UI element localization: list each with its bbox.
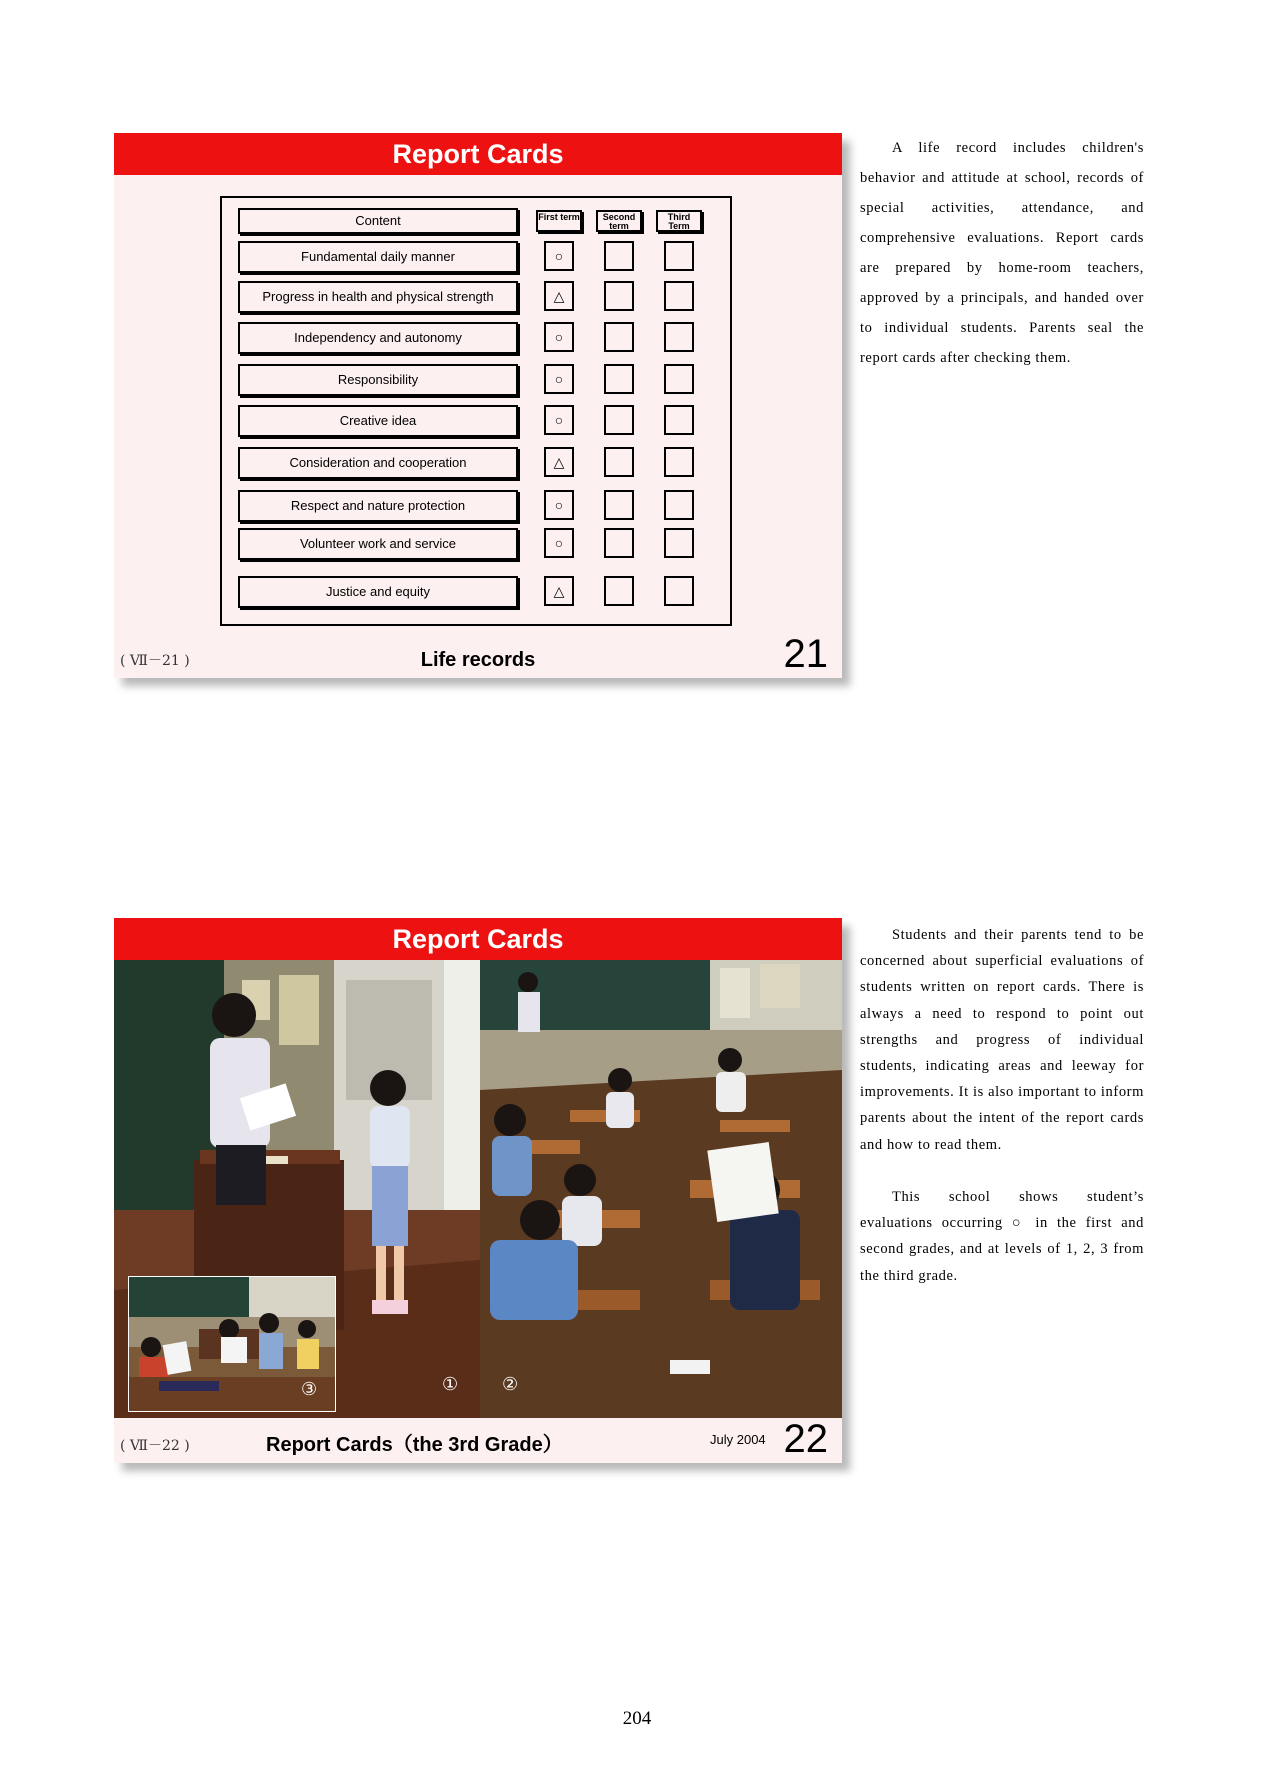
row-label: Respect and nature protection (238, 490, 518, 522)
slide-date: July 2004 (710, 1432, 766, 1447)
mark-box-second-term (604, 528, 634, 558)
mark-box-third-term (664, 528, 694, 558)
mark-box-second-term (604, 241, 634, 271)
side-text-report-cards: Students and their parents tend to be concerned about superficial evaluations of students written on report cards. There is always a need to respond to point out strengths and progress of individual students, indicating areas and leeway for improvements. It is also important to inform parents about the intent of the report cards and how to read them. (860, 927, 1144, 1153)
mark-box-first-term: ○ (544, 405, 574, 435)
side-text-life-record: A life record includes children's behavior and attitude at school, records of special activities, attendance, and comprehensive evaluations. Report cards are prepared by home-room teachers, approved by a principals, and handed over to individual students. Parents seal the report cards after checking them. (860, 140, 1144, 366)
photo-label-3: ③ (301, 1379, 318, 1400)
slide-life-records (114, 133, 842, 678)
mark-box-first-term: ○ (544, 490, 574, 520)
mark-box-second-term (604, 490, 634, 520)
mark-box-third-term (664, 576, 694, 606)
mark-box-second-term (604, 576, 634, 606)
row-label: Consideration and cooperation (238, 447, 518, 479)
mark-box-second-term (604, 364, 634, 394)
mark-box-first-term: ○ (544, 364, 574, 394)
photo-label-2: ② (502, 1374, 519, 1395)
photo-classroom-image (480, 960, 842, 1418)
slide-code: ( Ⅶ－21 ) (120, 653, 190, 669)
row-label: Creative idea (238, 405, 518, 437)
mark-box-first-term: ○ (544, 528, 574, 558)
row-label: Volunteer work and service (238, 528, 518, 560)
content-header: Content (238, 208, 518, 234)
mark-box-third-term (664, 447, 694, 477)
term-head-third: Third Term (656, 210, 702, 232)
mark-box-third-term (664, 490, 694, 520)
slide-caption: Report Cards（the 3rd Grade） (266, 1434, 563, 1456)
mark-box-second-term (604, 405, 634, 435)
slide-title: Report Cards (114, 133, 842, 175)
row-label: Justice and equity (238, 576, 518, 608)
mark-box-first-term: △ (544, 576, 574, 606)
mark-box-third-term (664, 322, 694, 352)
photo-inset-students-reading (128, 1276, 336, 1412)
mark-box-third-term (664, 281, 694, 311)
slide-title: Report Cards (114, 918, 842, 960)
page-number: 204 (622, 1708, 652, 1729)
mark-box-first-term: ○ (544, 241, 574, 271)
mark-box-first-term: △ (544, 447, 574, 477)
mark-box-third-term (664, 241, 694, 271)
mark-box-first-term: ○ (544, 322, 574, 352)
photo-label-1: ① (442, 1374, 459, 1395)
side-text-evaluation-levels: This school shows student’s evaluations occurring ○ in the first and second grades, and at levels of 1, 2, 3 from the third grade. (860, 1189, 1144, 1284)
slide-caption: Life records (420, 649, 536, 671)
term-head-first: First term (536, 210, 582, 232)
mark-box-second-term (604, 447, 634, 477)
row-label: Independency and autonomy (238, 322, 518, 354)
mark-box-first-term: △ (544, 281, 574, 311)
slide-code: ( Ⅶ－22 ) (120, 1438, 190, 1454)
mark-box-second-term (604, 281, 634, 311)
mark-box-third-term (664, 364, 694, 394)
slide-report-cards-3rd-grade (114, 918, 842, 1463)
mark-box-third-term (664, 405, 694, 435)
row-label: Progress in health and physical strength (238, 281, 518, 313)
mark-box-second-term (604, 322, 634, 352)
term-head-second: Second term (596, 210, 642, 232)
slide-number: 22 (783, 1417, 828, 1461)
row-label: Fundamental daily manner (238, 241, 518, 273)
row-label: Responsibility (238, 364, 518, 396)
slide-number: 21 (783, 632, 828, 676)
photo-classroom (480, 960, 842, 1418)
